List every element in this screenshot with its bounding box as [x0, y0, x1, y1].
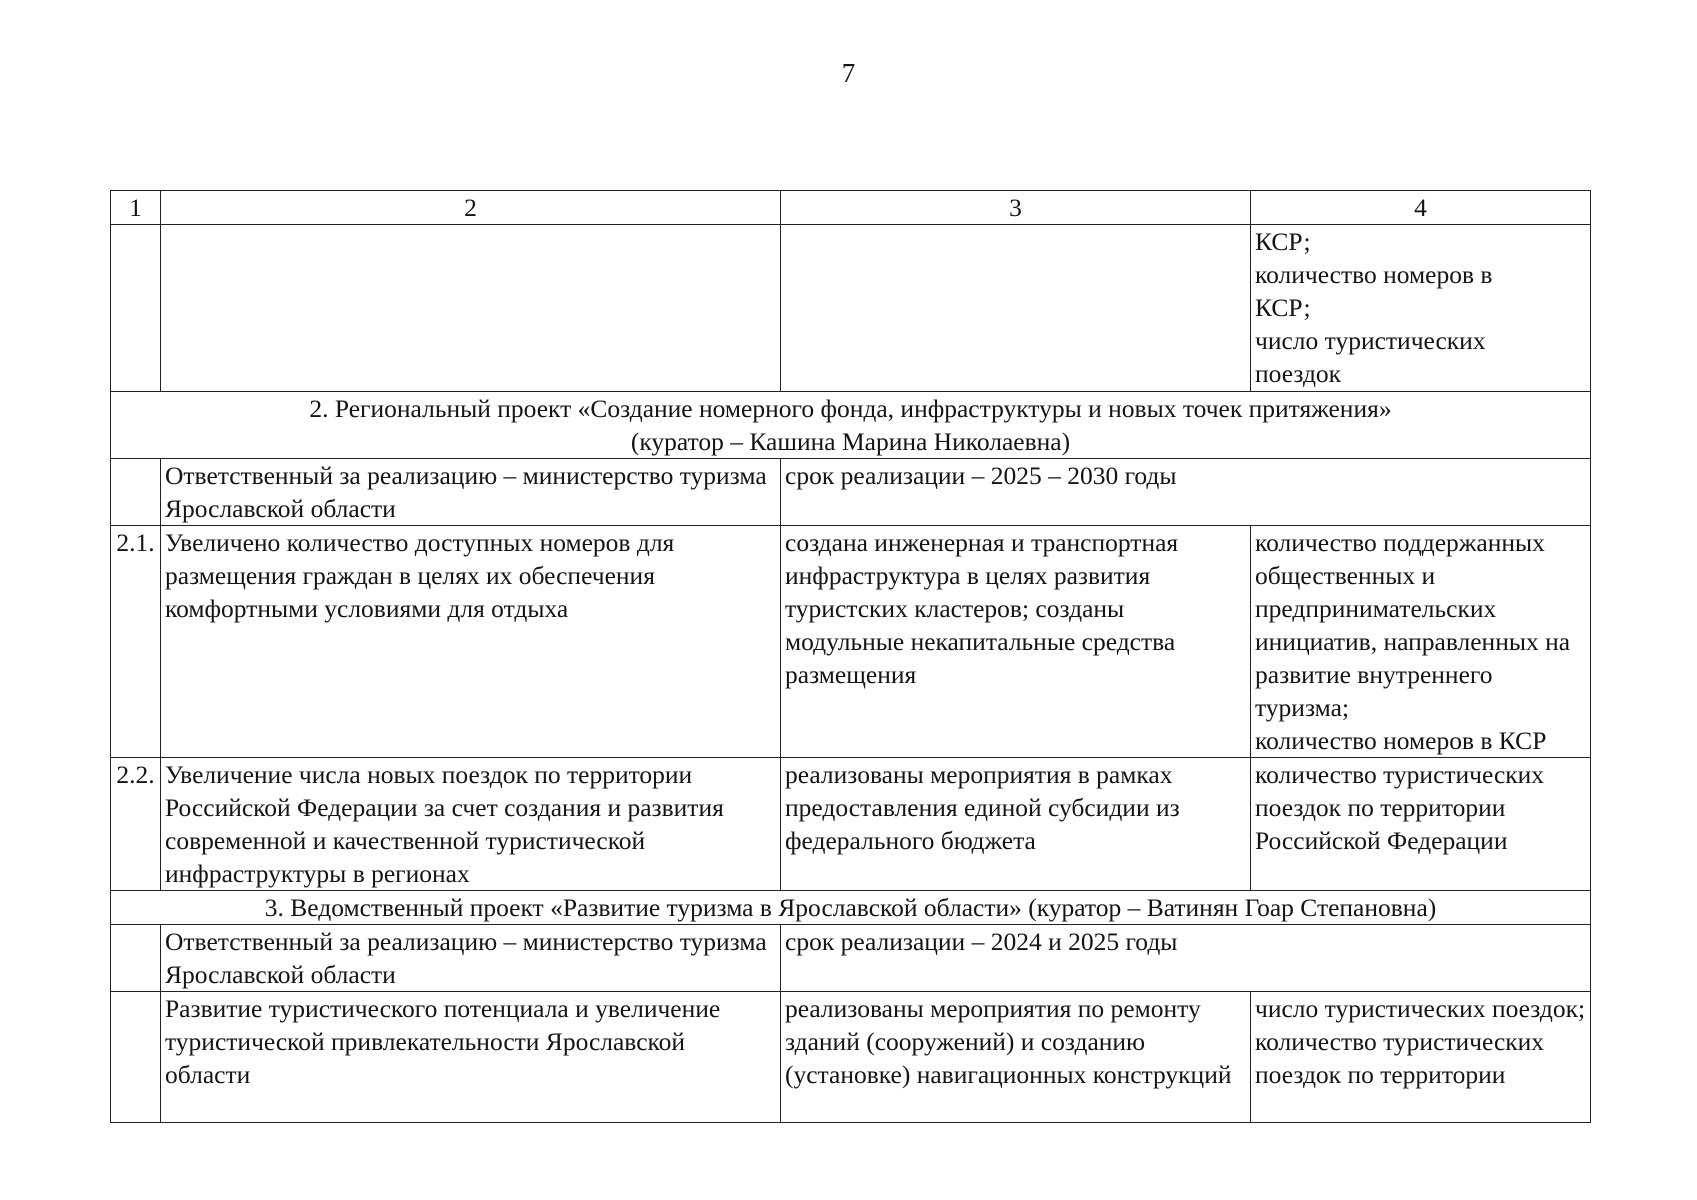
indicators-cell — [1251, 992, 1591, 1123]
indicator-line: количество туристических поездок по территории Российской Федерации — [1255, 760, 1545, 855]
section-3-title: 3. Ведомственный проект «Развитие туризма в Ярославской области» (куратор – Ватинян Гоар Степановна) — [111, 891, 1591, 925]
table-cell — [111, 459, 161, 526]
term-cell: срок реализации – 2025 – 2030 годы — [781, 459, 1591, 526]
section-3-header — [111, 891, 1591, 925]
effect-cell: реализованы мероприятия по ремонту зданий (сооружений) и созданию (установке) навигационных конструкций — [781, 992, 1251, 1123]
indicator-line: количество номеров в КСР — [1255, 726, 1547, 755]
row-number: 2.1. — [111, 526, 161, 758]
row-number — [111, 992, 161, 1123]
task-cell: Увеличено количество доступных номеров для размещения граждан в целях их обеспечения комфортными условиями для отдыха — [161, 526, 781, 758]
section-2-title-line1: 2. Региональный проект «Создание номерного фонда, инфраструктуры и новых точек притяжения» — [309, 394, 1392, 423]
section-2-responsible-row — [111, 459, 1591, 526]
row-number: 2.2. — [111, 758, 161, 891]
page-number: 7 — [841, 58, 856, 88]
section-3-responsible-row — [111, 925, 1591, 992]
indicators-cell — [1251, 526, 1591, 758]
column-number-3: 3 — [781, 191, 1251, 225]
table-row — [111, 758, 1591, 891]
section-2-header — [111, 392, 1591, 459]
indicator-line: количество номеров в — [1255, 260, 1493, 289]
responsible-cell: Ответственный за реализацию – министерство туризма Ярославской области — [161, 925, 781, 992]
indicator-line: количество поддержанных общественных и предпринимательских инициатив, направленных на развитие внутреннего туризма; — [1255, 528, 1571, 722]
task-cell: Увеличение числа новых поездок по территории Российской Федерации за счет создания и развития современной и качественной туристической инфраструктуры в регионах — [161, 758, 781, 891]
continuation-row — [111, 225, 1591, 392]
indicator-line: КСР; — [1255, 227, 1311, 256]
table-cell — [111, 225, 161, 392]
table-cell — [161, 225, 781, 392]
indicator-line: число туристических — [1255, 326, 1486, 355]
indicator-line: КСР; — [1255, 293, 1311, 322]
section-2-title-line2: (куратор – Кашина Марина Николаевна) — [630, 427, 1071, 456]
column-number-1: 1 — [111, 191, 161, 225]
indicators-cell — [1251, 758, 1591, 891]
indicator-line: число туристических поездок; — [1255, 994, 1586, 1023]
section-2-title — [111, 392, 1591, 459]
column-number-row — [111, 191, 1591, 225]
effect-cell: создана инженерная и транспортная инфраструктура в целях развития туристских кластеров; созданы модульные некапитальные средства размещения — [781, 526, 1251, 758]
table-cell — [781, 225, 1251, 392]
column-number-2: 2 — [161, 191, 781, 225]
task-cell: Развитие туристического потенциала и увеличение туристической привлекательности Ярославской области — [161, 992, 781, 1123]
table-cell — [111, 925, 161, 992]
indicator-line: количество туристических поездок по территории — [1255, 1027, 1545, 1089]
table-row — [111, 992, 1591, 1123]
column-number-4: 4 — [1251, 191, 1591, 225]
responsible-cell: Ответственный за реализацию – министерство туризма Ярославской области — [161, 459, 781, 526]
plan-table — [110, 190, 1591, 1123]
effect-cell: реализованы мероприятия в рамках предоставления единой субсидии из федерального бюджета — [781, 758, 1251, 891]
indicator-line: поездок — [1255, 359, 1342, 388]
indicators-cell — [1251, 225, 1591, 392]
table-row — [111, 526, 1591, 758]
term-cell: срок реализации – 2024 и 2025 годы — [781, 925, 1591, 992]
